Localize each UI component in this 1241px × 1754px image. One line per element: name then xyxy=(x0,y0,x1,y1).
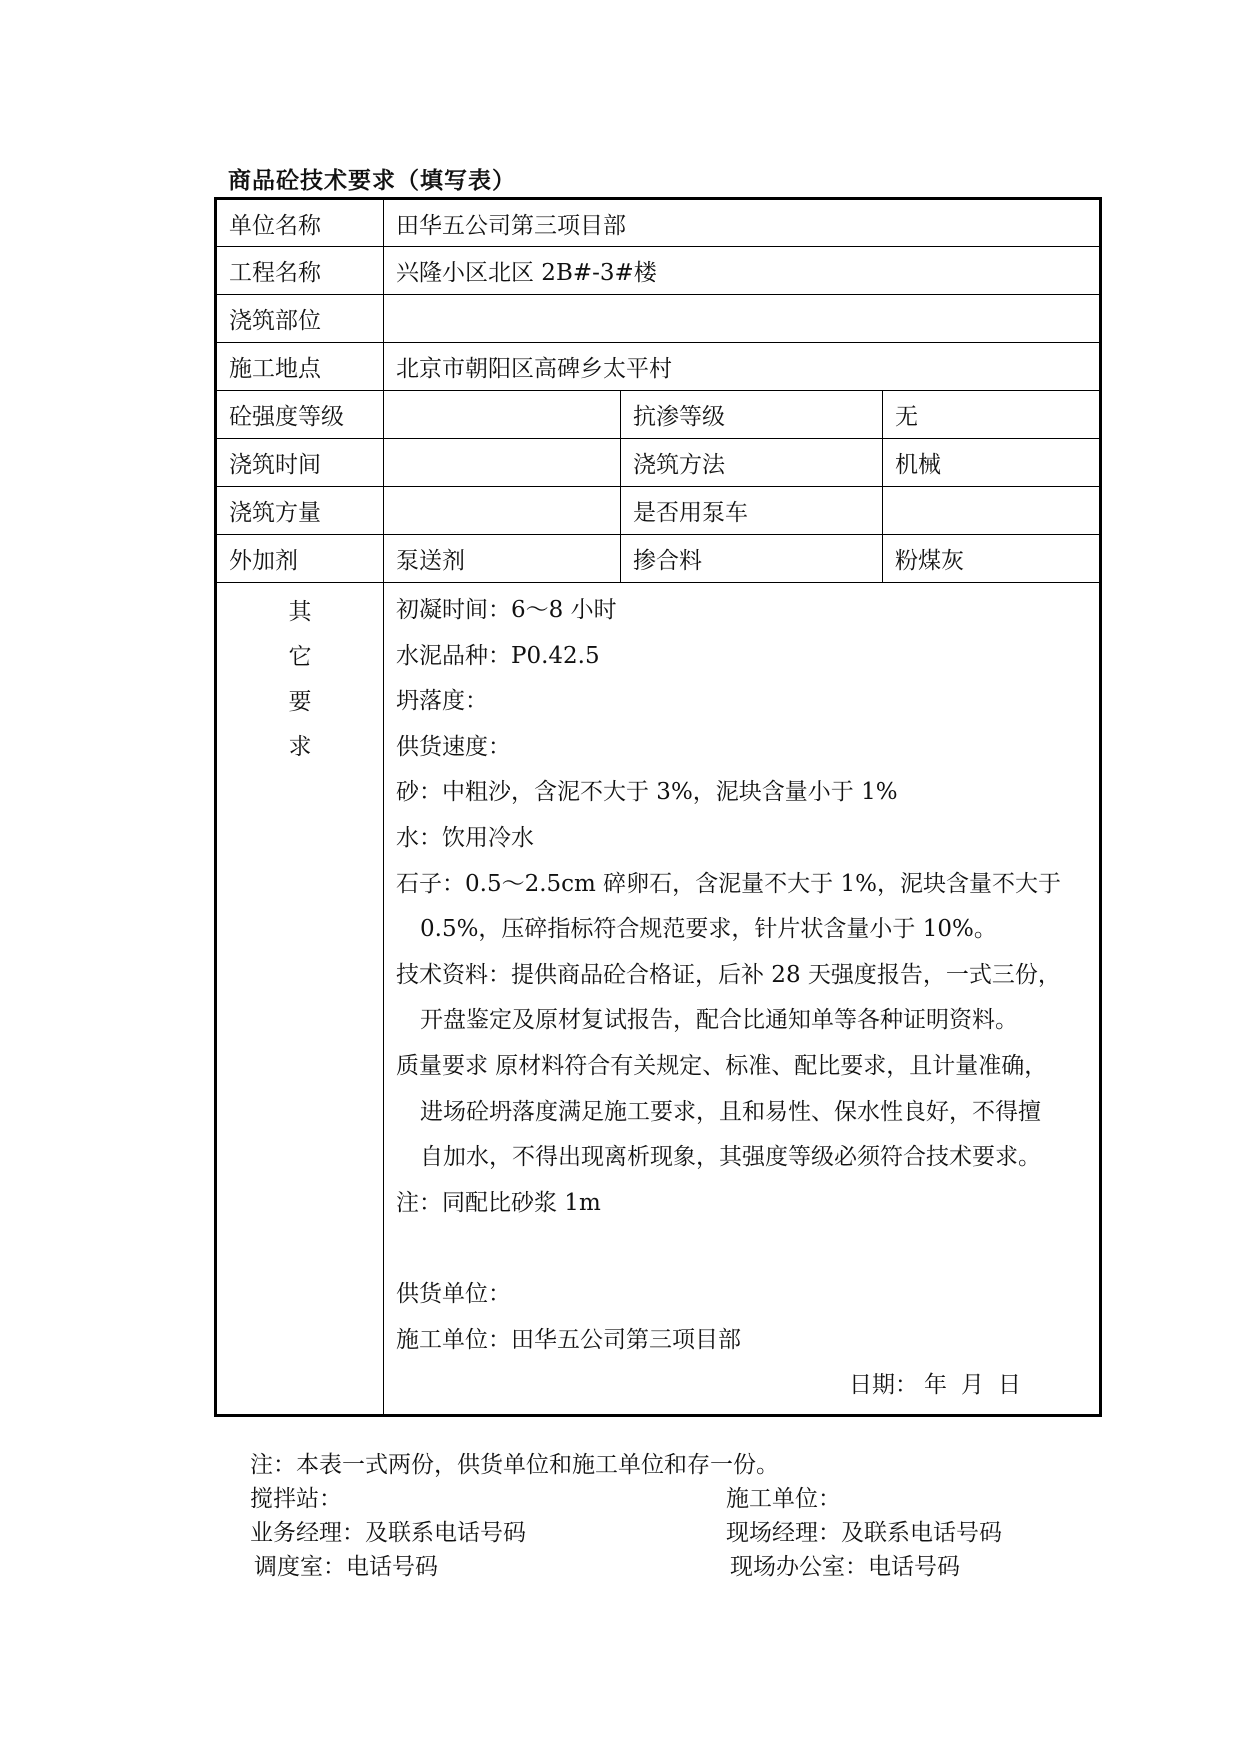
date-label: 日期： xyxy=(849,1372,919,1399)
technical-docs-cont: 开盘鉴定及原材复试报告，配合比通知单等各种证明资料。 xyxy=(420,1007,1018,1034)
date-line xyxy=(396,1368,1099,1414)
technical-docs: 技术资料：提供商品砼合格证，后补 28 天强度报告，一式三份， xyxy=(396,961,1061,988)
quality-requirement-cont: 进场砼坍落度满足施工要求，且和易性、保水性良好，不得擅 xyxy=(420,1098,1041,1125)
sand-spec: 砂：中粗沙，含泥不大于 3%，泥块含量小于 1% xyxy=(396,779,898,806)
site-office: 现场办公室：电话号码 xyxy=(730,1554,960,1580)
row-volume xyxy=(216,487,1101,535)
business-manager: 业务经理：及联系电话号码 xyxy=(250,1520,526,1546)
volume-label: 浇筑方量 xyxy=(216,487,384,535)
row-strength xyxy=(216,391,1101,439)
other-label-char: 它 xyxy=(288,644,312,670)
setting-time: 初凝时间：6～8 小时 xyxy=(396,597,617,623)
strength-label: 砼强度等级 xyxy=(216,391,384,439)
blank-line xyxy=(396,1231,1099,1277)
requirements-form xyxy=(214,197,1102,1417)
footer-note: 注：本表一式两份，供货单位和施工单位和存一份。 xyxy=(250,1452,779,1478)
row-additive xyxy=(216,535,1101,583)
pump-truck-label: 是否用泵车 xyxy=(621,487,883,535)
site-label: 施工地点 xyxy=(216,343,384,391)
unit-value[interactable]: 田华五公司第三项目部 xyxy=(384,199,1101,247)
project-value[interactable]: 兴隆小区北区 2B#-3#楼 xyxy=(384,247,1101,295)
additive-value[interactable]: 泵送剂 xyxy=(384,535,621,583)
additive-label: 外加剂 xyxy=(216,535,384,583)
cement-type: 水泥品种：P0.42.5 xyxy=(396,642,600,669)
supply-speed: 供货速度： xyxy=(396,733,511,760)
site-value[interactable]: 北京市朝阳区高碑乡太平村 xyxy=(384,343,1101,391)
gravel-spec: 石子：0.5～2.5cm 碎卵石，含泥量不大于 1%，泥块含量不大于 xyxy=(396,870,1061,897)
mixing-station: 搅拌站： xyxy=(250,1486,342,1512)
admixture-value[interactable]: 粉煤灰 xyxy=(883,535,1101,583)
impermeability-value[interactable]: 无 xyxy=(883,391,1101,439)
volume-value[interactable] xyxy=(384,487,621,535)
row-other-requirements xyxy=(216,583,1101,1416)
footer-row xyxy=(250,1482,1150,1516)
other-label-char: 要 xyxy=(288,689,312,715)
other-requirements-content xyxy=(384,583,1101,1416)
date-day: 日 xyxy=(998,1372,1022,1399)
quality-requirement: 质量要求 原材料符合有关规定、标准、配比要求，且计量准确， xyxy=(396,1052,1048,1079)
construction-unit: 施工单位： xyxy=(726,1486,841,1512)
other-label-char: 其 xyxy=(288,599,312,625)
date-year: 年 xyxy=(924,1372,948,1399)
impermeability-label: 抗渗等级 xyxy=(621,391,883,439)
strength-value[interactable] xyxy=(384,391,621,439)
footer-row xyxy=(250,1550,1150,1584)
pour-time-value[interactable] xyxy=(384,439,621,487)
supplier-signature: 供货单位： xyxy=(396,1280,511,1307)
row-unit xyxy=(216,199,1101,247)
row-pour-part xyxy=(216,295,1101,343)
quality-requirement-cont: 自加水，不得出现离析现象，其强度等级必须符合技术要求。 xyxy=(420,1144,1041,1171)
page-title: 商品砼技术要求（填写表） xyxy=(228,168,516,194)
constructor-signature: 施工单位：田华五公司第三项目部 xyxy=(396,1326,741,1353)
unit-label: 单位名称 xyxy=(216,199,384,247)
pour-method-label: 浇筑方法 xyxy=(621,439,883,487)
row-site xyxy=(216,343,1101,391)
mortar-note: 注：同配比砂浆 1m xyxy=(396,1189,601,1216)
slump: 坍落度： xyxy=(396,688,488,715)
gravel-spec-cont: 0.5%，压碎指标符合规范要求，针片状含量小于 10%。 xyxy=(420,916,997,943)
pour-part-value[interactable] xyxy=(384,295,1101,343)
admixture-label: 掺合料 xyxy=(621,535,883,583)
other-requirements-label xyxy=(216,583,384,1416)
date-month: 月 xyxy=(961,1372,985,1399)
dispatch-room: 调度室：电话号码 xyxy=(254,1554,438,1580)
footer-notes xyxy=(250,1448,1150,1584)
pour-time-label: 浇筑时间 xyxy=(216,439,384,487)
site-manager: 现场经理：及联系电话号码 xyxy=(726,1520,1002,1546)
footer-row xyxy=(250,1516,1150,1550)
row-project xyxy=(216,247,1101,295)
pump-truck-value[interactable] xyxy=(883,487,1101,535)
pour-part-label: 浇筑部位 xyxy=(216,295,384,343)
other-label-char: 求 xyxy=(288,734,312,760)
row-pour-time xyxy=(216,439,1101,487)
water-spec: 水：饮用冷水 xyxy=(396,824,534,851)
pour-method-value[interactable]: 机械 xyxy=(883,439,1101,487)
project-label: 工程名称 xyxy=(216,247,384,295)
